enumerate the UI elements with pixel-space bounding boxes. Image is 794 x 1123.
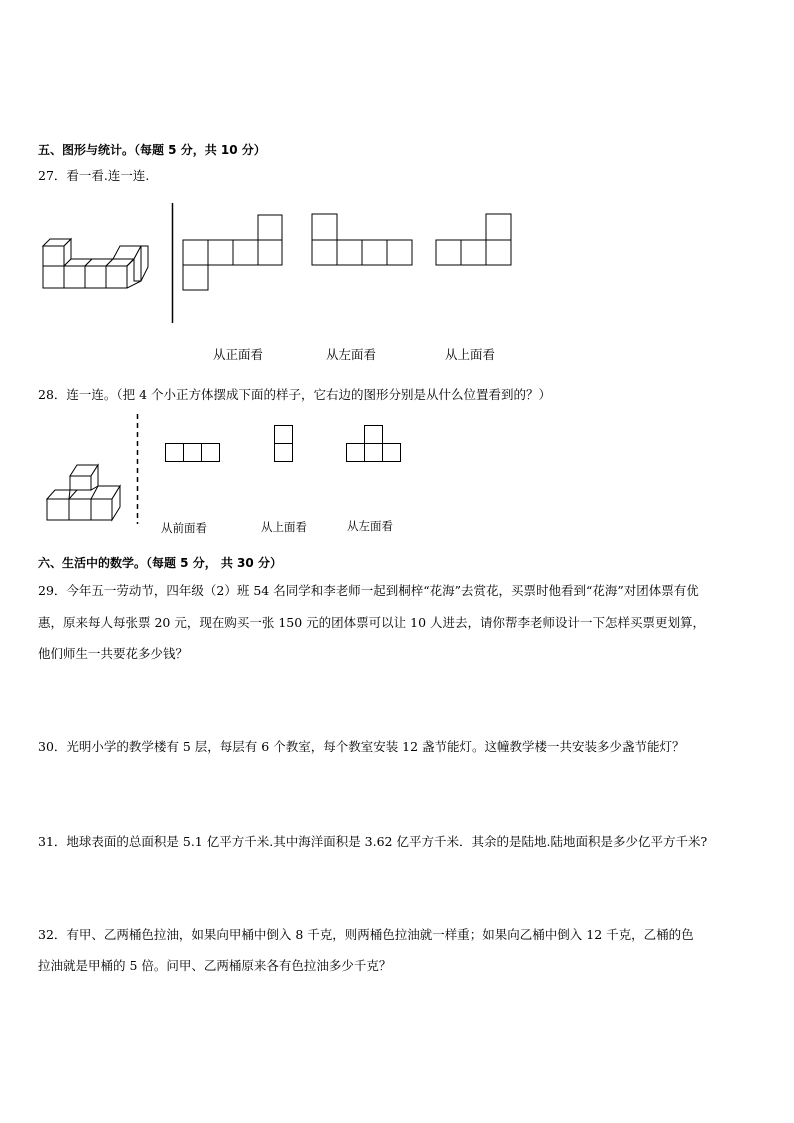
question-31: 31．地球表面的总面积是 5.1 亿平方千米.其中海洋面积是 3.62 亿平方千米．其余的是陆地.陆地面积是多少亿平方千米? [38,834,708,849]
q28-3d-cube-figure [46,462,128,522]
q27-label-top: 从上面看 [445,347,496,362]
q28-label-front: 从前面看 [161,521,207,535]
question-29-line-3: 他们师生一共要花多少钱？ [38,646,189,661]
q28-divider-dashed [136,414,140,524]
q28-view-shape-3 [346,425,404,465]
q27-label-left: 从左面看 [326,347,377,362]
question-28: 28．连一连。（把 4 个小正方体摆成下面的样子，它右边的图形分别是从什么位置看到的？） [38,387,552,402]
question-30: 30．光明小学的教学楼有 5 层，每层有 6 个教室，每个教室安装 12 盏节能灯。这幢教学楼一共安装多少盏节能灯？ [38,739,685,754]
q27-view-shape-3 [436,214,514,268]
q28-label-left: 从左面看 [347,519,393,533]
section-five-heading: 五、图形与统计。（每题 5 分，共 10 分） [38,143,266,157]
q27-divider-line [171,203,175,323]
section-six-heading: 六、生活中的数学。（每题 5 分， 共 30 分） [38,556,282,570]
q27-view-shape-1 [183,215,283,293]
question-29-line-1: 29．今年五一劳动节，四年级（2）班 54 名同学和李老师一起到桐梓“花海”去赏花，买票时他看到“花海”对团体票有优 [38,583,699,598]
q27-view-shape-2 [312,214,414,268]
question-32-line-1: 32．有甲、乙两桶色拉油，如果向甲桶中倒入 8 千克，则两桶色拉油就一样重；如果向乙桶中倒入 12 千克，乙桶的色 [38,927,694,942]
question-27: 27．看一看.连一连. [38,168,150,183]
question-32-line-2: 拉油就是甲桶的 5 倍。问甲、乙两桶原来各有色拉油多少千克？ [38,958,392,973]
q28-view-shape-2 [274,425,296,465]
q28-view-shape-1 [165,443,223,465]
q28-label-top: 从上面看 [261,520,307,534]
q27-label-front: 从正面看 [213,347,264,362]
question-29-line-2: 惠，原来每人每张票 20 元，现在购买一张 150 元的团体票可以让 10 人进去，请你帮李老师设计一下怎样买票更划算， [38,615,706,630]
q27-3d-cube-figure [40,238,170,298]
